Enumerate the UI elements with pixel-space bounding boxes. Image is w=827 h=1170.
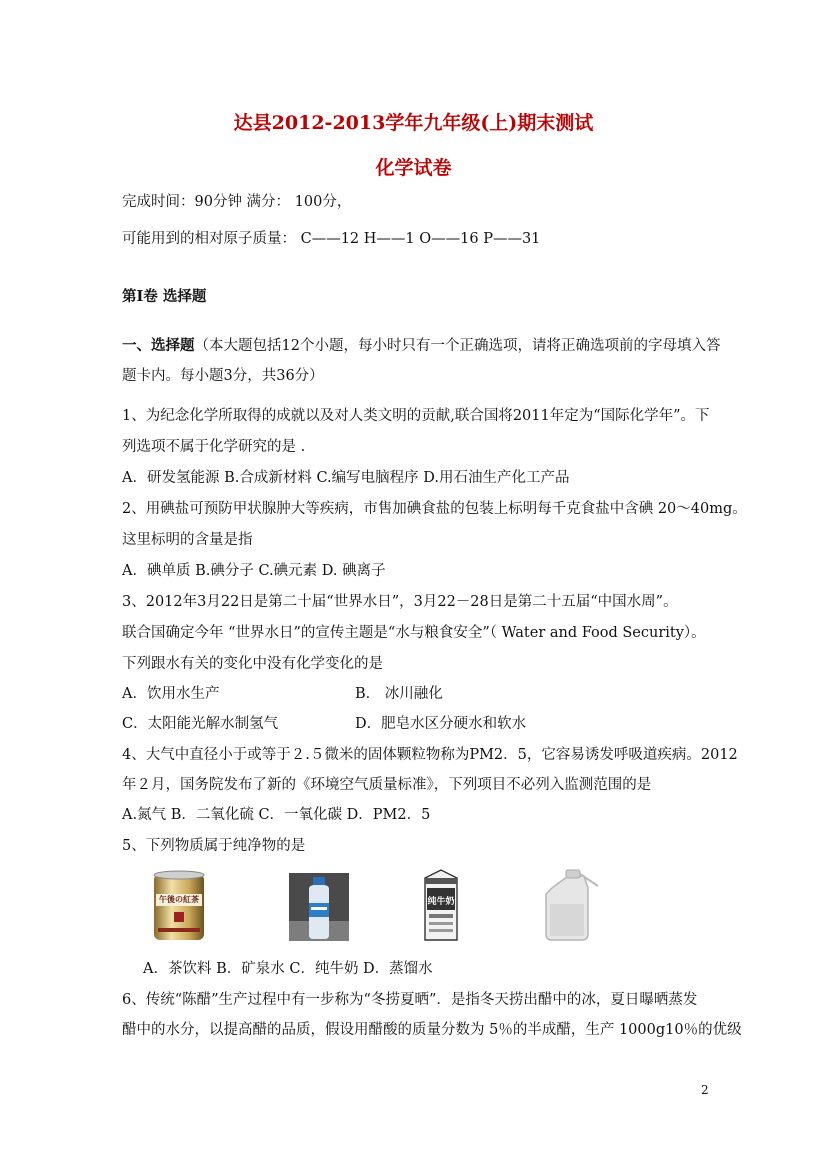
q5-options: A．茶饮料 B．矿泉水 C．纯牛奶 D．蒸馏水: [143, 961, 433, 977]
atomic-mass-info: 可能用到的相对原子质量： C——12 H——1 O——16 P——31: [122, 231, 541, 247]
q2-line-1: 2、用碘盐可预防甲状腺肿大等疾病，市售加碘食盐的包装上标明每千克食盐中含碘 20～40mg。: [122, 501, 747, 517]
q2-options: A．碘单质 B.碘分子 C.碘元素 D. 碘离子: [122, 563, 386, 579]
instruction-line-2: 题卡内。每小题3分，共36分）: [122, 368, 324, 384]
q3-option-b: B． 冰川融化: [355, 686, 443, 702]
distilled-water-bottle-image: [538, 868, 602, 944]
q3-line-1: 3、2012年3月22日是第二十届“世界水日”，3月22－28日是第二十五届“中国水周”。: [122, 594, 678, 610]
q1-options: A．研发氢能源 B.合成新材料 C.编写电脑程序 D.用石油生产化工产品: [122, 470, 570, 486]
exam-info-time: 完成时间：90分钟 满分： 100分，: [122, 194, 352, 210]
q3-option-a: A．饮用水生产: [122, 686, 220, 702]
q1-line-2: 列选项不属于化学研究的是 .: [122, 439, 306, 455]
section-heading: 第Ⅰ卷 选择题: [122, 288, 207, 305]
q3-line-2: 联合国确定今年 “世界水日”的宣传主题是“水与粮食安全”（ Water and Food Security）。: [122, 625, 706, 641]
milk-carton-image: [419, 868, 463, 944]
page-number: 2: [701, 1083, 709, 1097]
q2-line-2: 这里标明的含量是指: [122, 532, 253, 548]
q3-line-3: 下列跟水有关的变化中没有化学变化的是: [122, 656, 383, 672]
q6-line-1: 6、传统“陈醋”生产过程中有一步称为“冬捞夏晒”．是指冬天捞出醋中的冰，夏日曝晒蒸发: [122, 992, 698, 1008]
q3-option-d: D．肥皂水区分硬水和软水: [355, 716, 527, 732]
q3-option-c: C．太阳能光解水制氢气: [122, 716, 279, 732]
q4-options: A.氮气 B．二氧化硫 C．一氧化碳 D．PM2．5: [122, 807, 431, 823]
mineral-water-image: [289, 873, 349, 941]
q6-line-2: 醋中的水分，以提高醋的品质，假设用醋酸的质量分数为 5％的半成醋，生产 1000g10％的优级: [122, 1022, 742, 1038]
milk-label-text: 纯牛奶: [427, 897, 455, 907]
tea-drink-can-image: [150, 868, 208, 944]
q5-line-1: 5、下列物质属于纯净物的是: [122, 838, 306, 854]
part-label: 一、选择题: [122, 337, 195, 354]
q4-line-2: 年２月，国务院发布了新的《环境空气质量标准》，下列项目不必列入监测范围的是: [122, 777, 652, 793]
page-title: 达县2012-2013学年九年级(上)期末测试: [233, 112, 594, 134]
page-subtitle: 化学试卷: [375, 157, 452, 179]
part-instructions: [122, 334, 720, 355]
instruction-text: （本大题包括12个小题，每小时只有一个正确选项，请将正确选项前的字母填入答: [194, 338, 721, 354]
q4-line-1: 4、大气中直径小于或等于２.５微米的固体颗粒物称为PM2．5，它容易诱发呼吸道疾病。2012: [122, 747, 738, 763]
can-label-text: 午後の紅茶: [159, 894, 199, 904]
q1-line-1: 1、为纪念化学所取得的成就以及对人类文明的贡献,联合国将2011年定为“国际化学年”。下: [122, 408, 710, 424]
